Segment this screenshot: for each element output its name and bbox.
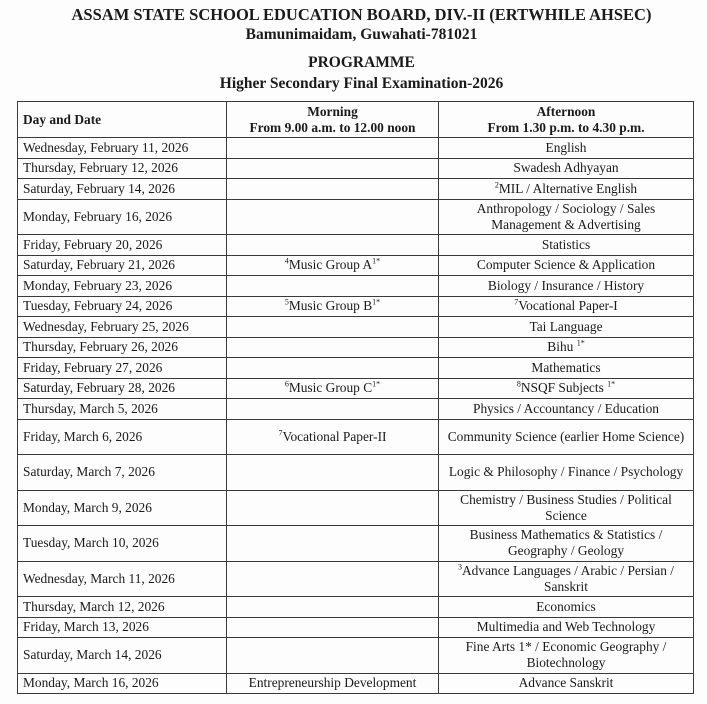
- date-cell-text: Monday, March 9, 2026: [23, 499, 152, 515]
- afternoon-cell-text: Bihu: [547, 339, 577, 355]
- footnote-marker: 7: [278, 428, 283, 438]
- afternoon-cell-text: Physics / Accountancy / Education: [473, 400, 659, 416]
- morning-cell: [227, 296, 439, 317]
- date-cell: [18, 526, 227, 562]
- date-cell-text: Tuesday, March 10, 2026: [23, 535, 159, 551]
- table-row: [18, 296, 694, 317]
- date-cell: [18, 199, 227, 235]
- afternoon-cell: [439, 158, 694, 179]
- date-cell: [18, 276, 227, 297]
- date-cell-text: Saturday, February 21, 2026: [23, 257, 175, 273]
- morning-cell: [227, 255, 439, 276]
- afternoon-cell: [439, 255, 694, 276]
- afternoon-cell: [439, 138, 694, 159]
- date-cell-text: Saturday, March 14, 2026: [23, 647, 162, 663]
- date-cell-text: Tuesday, February 24, 2026: [23, 298, 173, 314]
- date-cell: [18, 399, 227, 420]
- afternoon-cell-text: Computer Science & Application: [476, 257, 656, 273]
- date-cell-text: Wednesday, February 11, 2026: [23, 139, 189, 155]
- afternoon-cell-text: Community Science (earlier Home Science): [447, 428, 685, 444]
- date-cell-text: Thursday, March 12, 2026: [23, 598, 165, 614]
- table-row: [18, 455, 694, 491]
- morning-cell: [227, 399, 439, 420]
- afternoon-time: From 1.30 p.m. to 4.30 p.m.: [487, 119, 645, 135]
- date-cell: [18, 179, 227, 200]
- morning-cell-text: Music Group A: [288, 257, 373, 273]
- afternoon-cell-text: Advance Languages / Arabic / Persian / Sanskrit: [462, 562, 674, 594]
- morning-cell: [227, 597, 439, 618]
- morning-cell: [227, 526, 439, 562]
- afternoon-cell-text: Logic & Philosophy / Finance / Psychology: [448, 464, 684, 480]
- afternoon-cell: [439, 617, 694, 638]
- afternoon-cell: [439, 179, 694, 200]
- morning-cell: [227, 276, 439, 297]
- morning-cell: [227, 317, 439, 338]
- afternoon-cell-text: Swadesh Adhyayan: [513, 160, 619, 176]
- table-row: [18, 419, 694, 455]
- afternoon-cell: [439, 358, 694, 379]
- date-cell: [18, 138, 227, 159]
- date-cell-text: Saturday, February 28, 2026: [23, 380, 175, 396]
- footnote-marker: 1*: [576, 338, 585, 348]
- footnote-marker: 5: [284, 297, 289, 307]
- table-row: [18, 597, 694, 618]
- table-row: [18, 673, 694, 694]
- footnote-marker: 4: [284, 256, 289, 266]
- date-cell: [18, 337, 227, 358]
- morning-cell: [227, 490, 439, 526]
- table-row: [18, 158, 694, 179]
- morning-cell: [227, 617, 439, 638]
- table-row: [18, 378, 694, 399]
- date-cell: [18, 638, 227, 674]
- afternoon-cell: [439, 199, 694, 235]
- morning-cell: [227, 337, 439, 358]
- afternoon-cell: [439, 296, 694, 317]
- table-row: [18, 337, 694, 358]
- morning-cell-text: Music Group B: [288, 298, 373, 314]
- afternoon-cell: [439, 419, 694, 455]
- board-address: Bamunimaidam, Guwahati-781021: [245, 26, 478, 43]
- exam-schedule-table: [17, 101, 694, 694]
- date-cell: [18, 561, 227, 597]
- afternoon-cell-text: MIL / Alternative English: [498, 180, 638, 196]
- afternoon-cell-text: Anthropology / Sociology / Sales Management & Advertising: [476, 200, 656, 232]
- morning-cell: [227, 378, 439, 399]
- morning-cell: [227, 358, 439, 379]
- date-cell-text: Monday, February 16, 2026: [23, 208, 173, 224]
- date-cell: [18, 597, 227, 618]
- morning-cell: [227, 138, 439, 159]
- date-cell-text: Friday, February 27, 2026: [23, 359, 163, 375]
- board-name: ASSAM STATE SCHOOL EDUCATION BOARD, DIV.-II (ERTWHILE AHSEC): [71, 5, 652, 24]
- date-cell: [18, 673, 227, 694]
- morning-title: Morning: [307, 103, 358, 119]
- date-cell: [18, 617, 227, 638]
- morning-cell: [227, 199, 439, 235]
- date-cell: [18, 255, 227, 276]
- date-cell: [18, 490, 227, 526]
- afternoon-cell: [439, 561, 694, 597]
- table-row: [18, 199, 694, 235]
- date-cell-text: Monday, February 23, 2026: [23, 277, 173, 293]
- date-cell-text: Wednesday, March 11, 2026: [23, 570, 175, 586]
- date-cell: [18, 378, 227, 399]
- morning-cell: [227, 561, 439, 597]
- date-cell: [18, 296, 227, 317]
- date-cell: [18, 455, 227, 491]
- afternoon-cell: [439, 455, 694, 491]
- table-row: [18, 561, 694, 597]
- footnote-marker: 1*: [372, 379, 381, 389]
- afternoon-cell-text: Multimedia and Web Technology: [476, 619, 656, 635]
- morning-cell: [227, 455, 439, 491]
- afternoon-cell-text: English: [545, 139, 587, 155]
- morning-cell: [227, 235, 439, 256]
- table-row: [18, 490, 694, 526]
- afternoon-cell-text: NSQF Subjects: [520, 380, 608, 396]
- date-cell-text: Thursday, March 5, 2026: [23, 400, 158, 416]
- table-row: [18, 255, 694, 276]
- afternoon-cell: [439, 490, 694, 526]
- date-cell: [18, 158, 227, 179]
- morning-cell: [227, 179, 439, 200]
- afternoon-cell-text: Statistics: [541, 236, 591, 252]
- table-row: [18, 138, 694, 159]
- afternoon-cell-text: Mathematics: [531, 359, 601, 375]
- morning-cell: [227, 158, 439, 179]
- afternoon-cell-text: Advance Sanskrit: [518, 675, 614, 691]
- afternoon-cell: [439, 276, 694, 297]
- header-afternoon: [439, 102, 694, 138]
- morning-cell: [227, 419, 439, 455]
- afternoon-cell: [439, 337, 694, 358]
- table-row: [18, 179, 694, 200]
- morning-cell: [227, 638, 439, 674]
- table-row: [18, 617, 694, 638]
- date-cell-text: Saturday, February 14, 2026: [23, 180, 175, 196]
- date-cell-text: Friday, March 13, 2026: [23, 619, 149, 635]
- afternoon-cell-text: Tai Language: [529, 318, 603, 334]
- footnote-marker: 3: [458, 562, 463, 572]
- table-row: [18, 235, 694, 256]
- morning-time: From 9.00 a.m. to 12.00 noon: [249, 119, 416, 135]
- afternoon-cell-text: Business Mathematics & Statistics / Geography / Geology: [469, 527, 663, 559]
- date-cell-text: Saturday, March 7, 2026: [23, 464, 155, 480]
- table-row: [18, 317, 694, 338]
- morning-cell: [227, 673, 439, 694]
- table-row: [18, 399, 694, 420]
- date-cell-text: Thursday, February 12, 2026: [23, 160, 178, 176]
- afternoon-cell: [439, 378, 694, 399]
- afternoon-cell-text: Chemistry / Business Studies / Political Science: [460, 491, 672, 523]
- afternoon-cell: [439, 597, 694, 618]
- morning-cell-text: Music Group C: [288, 380, 373, 396]
- table-row: [18, 276, 694, 297]
- afternoon-cell: [439, 673, 694, 694]
- morning-cell-text: Entrepreneurship Development: [248, 675, 417, 691]
- afternoon-cell: [439, 526, 694, 562]
- afternoon-cell: [439, 235, 694, 256]
- footnote-marker: 7: [514, 297, 519, 307]
- footnote-marker: 2: [494, 180, 499, 190]
- afternoon-cell: [439, 638, 694, 674]
- table-row: [18, 638, 694, 674]
- date-cell: [18, 419, 227, 455]
- date-cell: [18, 235, 227, 256]
- afternoon-title: Afternoon: [536, 103, 596, 119]
- header-day-date: Day and Date: [18, 102, 227, 138]
- table-row: [18, 526, 694, 562]
- date-cell-text: Thursday, February 26, 2026: [23, 339, 178, 355]
- document-type: PROGRAMME: [308, 54, 415, 71]
- footnote-marker: 6: [284, 379, 289, 389]
- footnote-marker: 1*: [372, 297, 381, 307]
- afternoon-cell-text: Economics: [536, 598, 596, 614]
- table-row: [18, 358, 694, 379]
- header-morning: [227, 102, 439, 138]
- footnote-marker: 1*: [372, 256, 381, 266]
- exam-title: Higher Secondary Final Examination-2026: [219, 75, 504, 92]
- footnote-marker: 8: [516, 379, 521, 389]
- date-cell: [18, 358, 227, 379]
- date-cell-text: Monday, March 16, 2026: [23, 675, 159, 691]
- date-cell: [18, 317, 227, 338]
- afternoon-cell-text: Biology / Insurance / History: [487, 277, 645, 293]
- date-cell-text: Friday, March 6, 2026: [23, 428, 143, 444]
- afternoon-cell: [439, 317, 694, 338]
- afternoon-cell: [439, 399, 694, 420]
- footnote-marker: 1*: [607, 379, 616, 389]
- morning-cell-text: Vocational Paper-II: [282, 428, 387, 444]
- date-cell-text: Friday, February 20, 2026: [23, 236, 163, 252]
- afternoon-cell-text: Vocational Paper-I: [518, 298, 618, 314]
- date-cell-text: Wednesday, February 25, 2026: [23, 318, 189, 334]
- table-header-row: [18, 102, 694, 138]
- afternoon-cell-text: Fine Arts 1* / Economic Geography / Biotechnology: [465, 639, 667, 671]
